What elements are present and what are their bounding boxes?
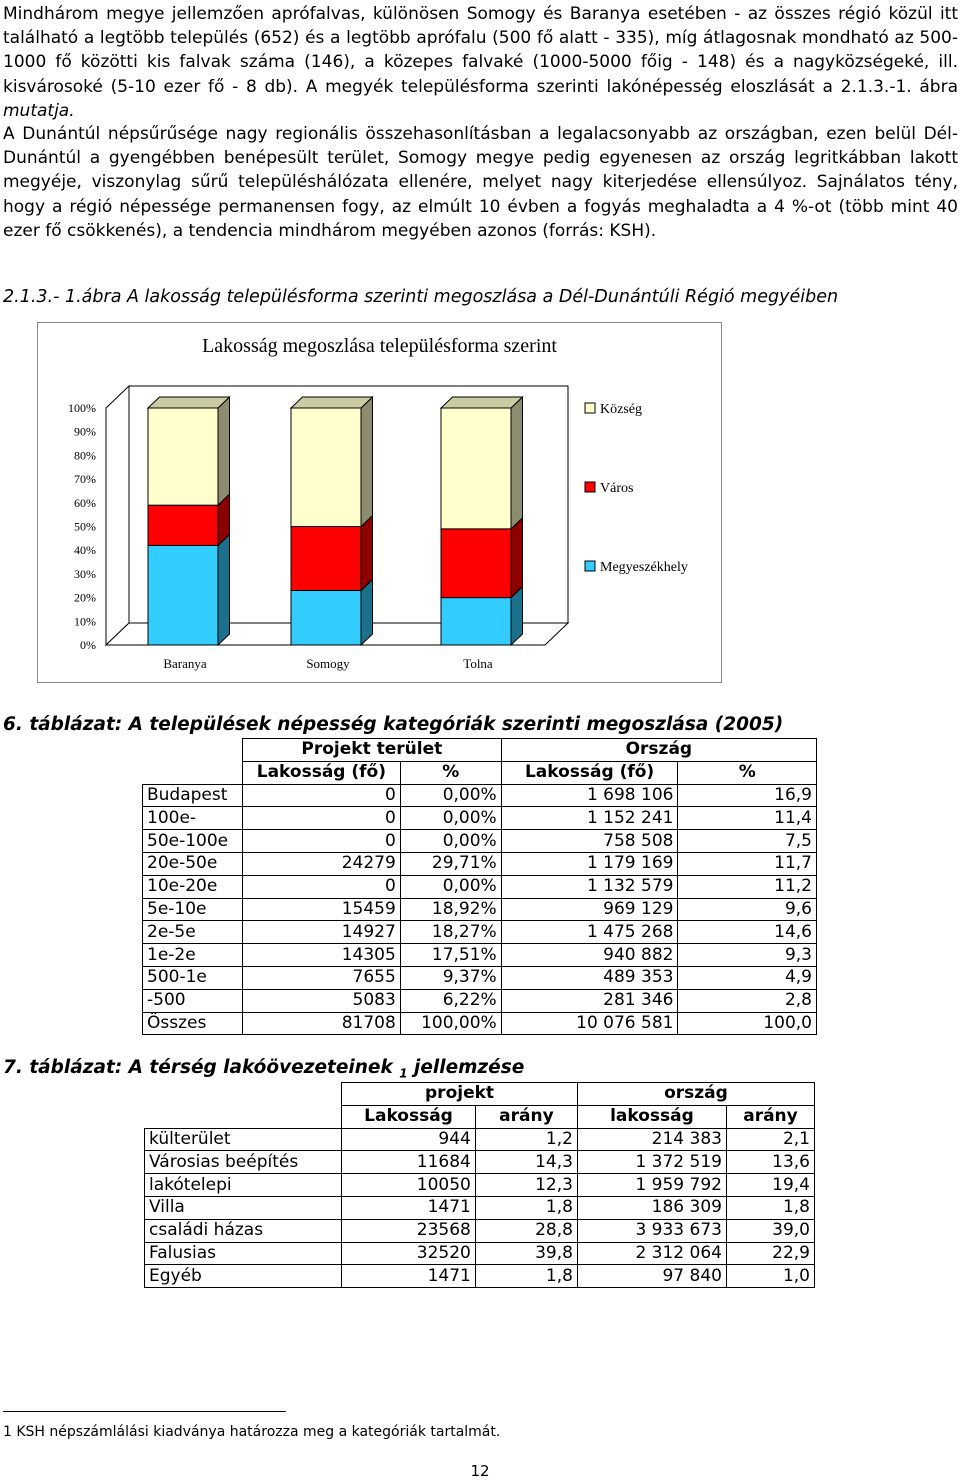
table-row [145,1242,815,1265]
bar-side-város [361,516,373,591]
table-cell: 24279 [242,852,400,875]
table-row [143,875,817,898]
table-row [143,852,817,875]
table-cell: 11,2 [678,875,817,898]
sub-header-row [143,761,817,784]
table-row [143,921,817,944]
row-label: lakótelepi [145,1174,342,1197]
group-header-row [143,739,817,762]
bar-side-község [218,397,230,505]
table-cell: 1 959 792 [577,1174,726,1197]
table-cell: 214 383 [577,1128,726,1151]
group-header: projekt [342,1083,578,1106]
column-header: arány [475,1105,577,1128]
table-cell: 17,51% [400,944,501,967]
table-cell: 13,6 [726,1151,814,1174]
table-cell: 100,0 [678,1012,817,1035]
group-header: Projekt terület [242,739,501,762]
column-header: % [678,761,817,784]
table-cell: 1471 [342,1265,476,1288]
bar-segment-város [291,527,361,591]
column-header: % [400,761,501,784]
table-cell: 81708 [242,1012,400,1035]
legend-swatch-megyeszékhely [585,561,595,571]
x-category-label: Somogy [306,656,350,671]
table6-title: 6. táblázat: A települések népesség kategóriák szerinti megoszlása (2005) [3,714,784,735]
row-label: 5e-10e [143,898,243,921]
table7-title [3,1057,524,1081]
table-cell: 1471 [342,1196,476,1219]
table-row [145,1174,815,1197]
bar-segment-város [441,529,511,598]
table-row [143,1012,817,1035]
table-cell: 100,00% [400,1012,501,1035]
table-cell: 18,27% [400,921,501,944]
table-cell: 23568 [342,1219,476,1242]
footnote: 1 KSH népszámlálási kiadványa határozza meg a kategóriák tartalmát. [3,1424,501,1440]
row-label: Villa [145,1196,342,1219]
table-cell: 0 [242,830,400,853]
table-cell: 0,00% [400,875,501,898]
table-row [143,830,817,853]
y-tick-label: 0% [80,638,96,652]
table-row [145,1128,815,1151]
table-cell: 11684 [342,1151,476,1174]
table-cell: 1,8 [726,1196,814,1219]
table-cell: 39,0 [726,1219,814,1242]
table-cell: 1 475 268 [501,921,678,944]
table-cell: 22,9 [726,1242,814,1265]
empty-header-cell [143,739,243,785]
empty-header-cell [145,1083,342,1129]
table-cell: 12,3 [475,1174,577,1197]
row-label: Falusias [145,1242,342,1265]
table-cell: 1,2 [475,1128,577,1151]
table-cell: 0,00% [400,807,501,830]
column-header: lakosság [577,1105,726,1128]
row-label: 10e-20e [143,875,243,898]
table-cell: 281 346 [501,989,678,1012]
chart-title: Lakosság megoszlása településforma szerint [202,335,557,357]
table-cell: 32520 [342,1242,476,1265]
y-tick-label: 80% [74,448,96,463]
table-cell: 7655 [242,966,400,989]
table-cell: 489 353 [501,966,678,989]
row-label: Összes [143,1012,243,1035]
bar-segment-község [291,408,361,527]
bar-side-megyeszékhely [218,534,230,645]
table-row [143,898,817,921]
legend-label: Város [600,481,634,496]
y-tick-label: 40% [74,543,96,558]
bar-segment-község [148,408,218,505]
table-cell: 9,3 [678,944,817,967]
table-cell: 11,7 [678,852,817,875]
page-number: 12 [470,1462,490,1480]
table-cell: 9,6 [678,898,817,921]
table-cell: 28,8 [475,1219,577,1242]
table-cell: 940 882 [501,944,678,967]
table-cell: 16,9 [678,784,817,807]
row-label: 2e-5e [143,921,243,944]
bar-top [148,397,230,408]
table-row [143,989,817,1012]
group-header: Ország [501,739,816,762]
y-tick-label: 30% [74,566,96,581]
row-label: családi házas [145,1219,342,1242]
column-header: Lakosság (fő) [242,761,400,784]
legend-label: Község [600,402,642,417]
footnote-marker: 1 [399,1066,408,1081]
table-row [145,1196,815,1219]
table-cell: 0 [242,784,400,807]
table-cell: 4,9 [678,966,817,989]
table-cell: 5083 [242,989,400,1012]
bar-top [441,397,523,408]
row-label: 20e-50e [143,852,243,875]
table7 [144,1082,815,1288]
row-label: 100e- [143,807,243,830]
table-row [145,1151,815,1174]
table-cell: 10050 [342,1174,476,1197]
table-cell: 19,4 [726,1174,814,1197]
chart-side-wall [106,386,129,645]
table-cell: 9,37% [400,966,501,989]
footnote-divider [3,1411,286,1412]
table-cell: 11,4 [678,807,817,830]
table-cell: 1,0 [726,1265,814,1288]
table-cell: 1 372 519 [577,1151,726,1174]
table-row [145,1219,815,1242]
table-cell: 969 129 [501,898,678,921]
table-cell: 14,6 [678,921,817,944]
intro-paragraph-italic: mutatja. [3,100,75,121]
table-cell: 1 698 106 [501,784,678,807]
table-row [143,784,817,807]
x-category-label: Tolna [463,656,493,671]
table7-title-end: jellemzése [407,1057,525,1078]
table-cell: 1 132 579 [501,875,678,898]
row-label: Budapest [143,784,243,807]
table-cell: 2,8 [678,989,817,1012]
table-cell: 2,1 [726,1128,814,1151]
table-cell: 18,92% [400,898,501,921]
group-header: ország [577,1083,814,1106]
table-cell: 14305 [242,944,400,967]
y-tick-label: 100% [68,401,96,415]
y-tick-label: 70% [74,472,96,487]
bar-segment-megyeszékhely [441,598,511,645]
legend-label: Megyeszékhely [600,560,688,575]
table-cell: 97 840 [577,1265,726,1288]
bar-segment-megyeszékhely [291,590,361,645]
table7-title-main: 7. táblázat: A térség lakóövezeteinek [3,1057,393,1078]
x-category-label: Baranya [163,656,207,671]
figure-caption: 2.1.3.- 1.ábra A lakosság településforma szerinti megoszlása a Dél-Dunántúli Régió megyéiben [3,287,839,307]
legend-swatch-város [585,482,595,492]
table-cell: 1,8 [475,1265,577,1288]
table-cell: 3 933 673 [577,1219,726,1242]
table-cell: 10 076 581 [501,1012,678,1035]
y-tick-label: 90% [74,424,96,439]
intro-paragraph-text: Mindhárom megye jellemzően aprófalvas, különösen Somogy és Baranya esetében - az összes régió közül itt található a legtöbb település (652) és a legtöbb aprófalu (500 fő alatt - 335), míg átlagosnak mondható az 500-1000 fő közötti kis falvak száma (146), a közepes falvaké (1000-5000 főig - 148) és a nagyközségeké, ill. kisvárosoké (5-10 ezer fő - 8 db). A megyék településforma szerinti lakónépesség eloszlását a 2.1.3.-1. ábra [3,4,958,97]
row-label: 1e-2e [143,944,243,967]
table-cell: 29,71% [400,852,501,875]
table-cell: 1 179 169 [501,852,678,875]
density-paragraph: A Dunántúl népsűrűsége nagy regionális összehasonlításban a legalacsonyabb az országban, ezen belül Dél-Dunántúl a gyengébben benépesült terület, Somogy megye pedig egyenesen az ország legritkábban lakott megyéje, viszonylag sűrű településhálózata ellenére, melyet nagy kiterjedése ellensúlyoz. Sajnálatos tény, hogy a régió népessége permanensen fogy, az elmúlt 10 évben a fogyás meghaladta a 4 %-ot (több mint 40 ezer fő csökkenés), a tendencia mindhárom megyében azonos (forrás: KSH). [3,124,958,241]
bar-side-község [361,397,373,527]
table-cell: 0 [242,807,400,830]
legend-swatch-község [585,403,595,413]
table-cell: 39,8 [475,1242,577,1265]
bar-segment-megyeszékhely [148,545,218,645]
bar-segment-város [148,505,218,545]
table-cell: 7,5 [678,830,817,853]
row-label: Városias beépítés [145,1151,342,1174]
y-tick-label: 60% [74,495,96,510]
row-label: -500 [143,989,243,1012]
table-cell: 6,22% [400,989,501,1012]
table-row [143,944,817,967]
table6 [142,738,817,1035]
row-label: 500-1e [143,966,243,989]
bar-top [291,397,373,408]
group-header-row [145,1083,815,1106]
table-row [143,966,817,989]
table-cell: 944 [342,1128,476,1151]
column-header: Lakosság [342,1105,476,1128]
table-row [145,1265,815,1288]
column-header: Lakosság (fő) [501,761,678,784]
bar-side-község [511,397,523,529]
table-cell: 14,3 [475,1151,577,1174]
table-cell: 0 [242,875,400,898]
row-label: Egyéb [145,1265,342,1288]
bar-side-város [511,518,523,598]
table-cell: 2 312 064 [577,1242,726,1265]
column-header: arány [726,1105,814,1128]
table-cell: 14927 [242,921,400,944]
bar-segment-község [441,408,511,529]
table-cell: 758 508 [501,830,678,853]
table-row [143,807,817,830]
table-cell: 0,00% [400,830,501,853]
table-cell: 0,00% [400,784,501,807]
stacked-bar-chart [38,323,721,682]
y-tick-label: 10% [74,614,96,629]
chart-frame [37,322,722,683]
table-cell: 1,8 [475,1196,577,1219]
intro-paragraph [3,2,958,123]
table-cell: 15459 [242,898,400,921]
y-tick-label: 20% [74,590,96,605]
table-cell: 1 152 241 [501,807,678,830]
y-tick-label: 50% [74,519,96,534]
row-label: külterület [145,1128,342,1151]
row-label: 50e-100e [143,830,243,853]
table-cell: 186 309 [577,1196,726,1219]
